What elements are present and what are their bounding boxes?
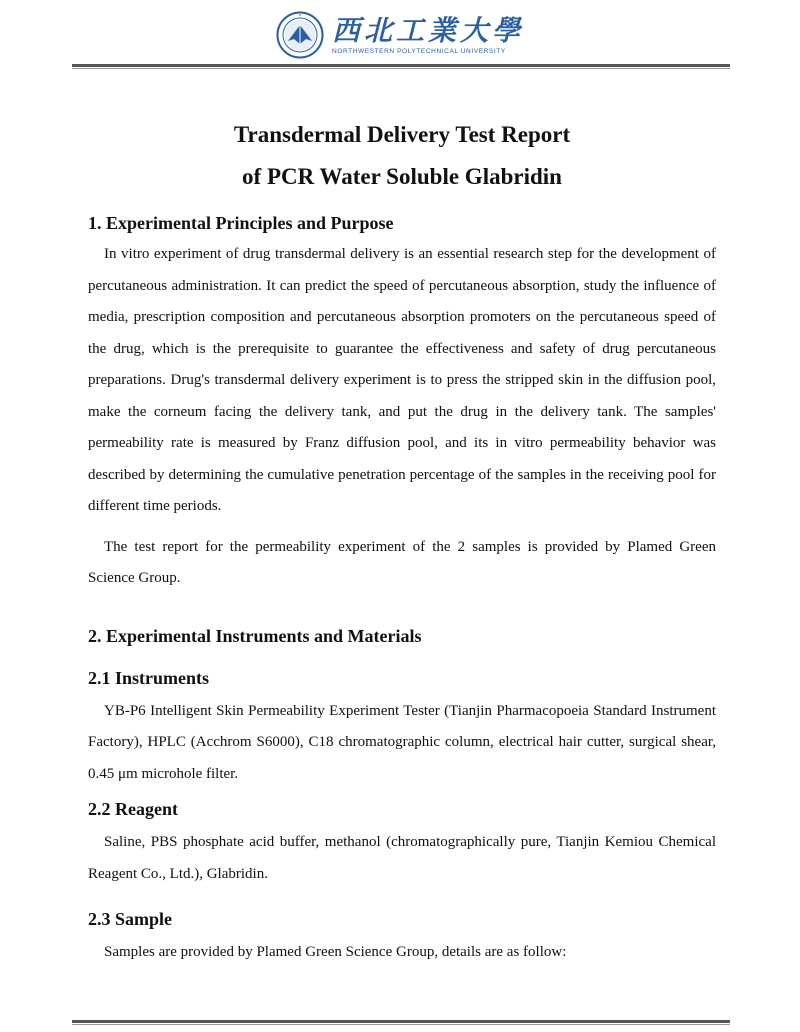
section-2-1-heading: 2.1 Instruments (88, 667, 210, 688)
section-1-paragraph-2: The test report for the permeability experiment of the 2 samples is provided by Plamed Green Science Group. (88, 538, 716, 586)
page-header (0, 0, 800, 72)
header-rule-thin (72, 68, 730, 69)
footer-rule (72, 1020, 730, 1023)
report-title-line1: Transdermal Delivery Test Report (233, 122, 571, 147)
section-2-heading: 2. Experimental Instruments and Materials (88, 625, 422, 646)
report-title-line2: of PCR Water Soluble Glabridin (242, 164, 562, 189)
section-2-3-paragraph: Samples are provided by Plamed Green Science Group, details are as follow: (104, 944, 567, 960)
section-2-1-paragraph: YB-P6 Intelligent Skin Permeability Experiment Tester (Tianjin Pharmacopoeia Standard Instrument Factory), HPLC (Acchrom S6000), C18 chromatographic column, electrical hair cutter, surgical shear, 0.45 μm microhole filter. (88, 702, 716, 782)
section-1-heading: 1. Experimental Principles and Purpose (88, 213, 394, 233)
logo-english-text: NORTHWESTERN POLYTECHNICAL UNIVERSITY (332, 47, 506, 55)
logo-chinese-text: 西北工業大學 (332, 13, 525, 47)
university-logo (276, 10, 524, 60)
section-2-3-heading: 2.3 Sample (88, 909, 173, 929)
section-2-2-paragraph: Saline, PBS phosphate acid buffer, methanol (chromatographically pure, Tianjin Kemiou Chemical Reagent Co., Ltd.), Glabridin. (88, 834, 716, 882)
section-2-2-heading: 2.2 Reagent (88, 799, 178, 819)
document-body (88, 114, 716, 969)
footer-rule-thin (72, 1024, 730, 1025)
header-rule (72, 64, 730, 67)
section-1-paragraph-1: In vitro experiment of drug transdermal delivery is an essential research step for the development of percutaneous administration. It can predict the speed of percutaneous absorption, study the influence of media, prescription composition and percutaneous absorption promoters on the percutaneous speed of the drug, which is the prerequisite to guarantee the effectiveness and safety of drug percutaneous preparations. Drug's transdermal delivery experiment is to press the stripped skin in the diffusion pool, make the corneum facing the delivery tank, and put the drug in the delivery tank. The samples' permeability rate is measured by Franz diffusion pool, and its in vitro permeability behavior was described by determining the cumulative penetration percentage of the samples in the receiving pool for different time periods. (88, 246, 716, 514)
university-seal-icon (276, 11, 324, 59)
